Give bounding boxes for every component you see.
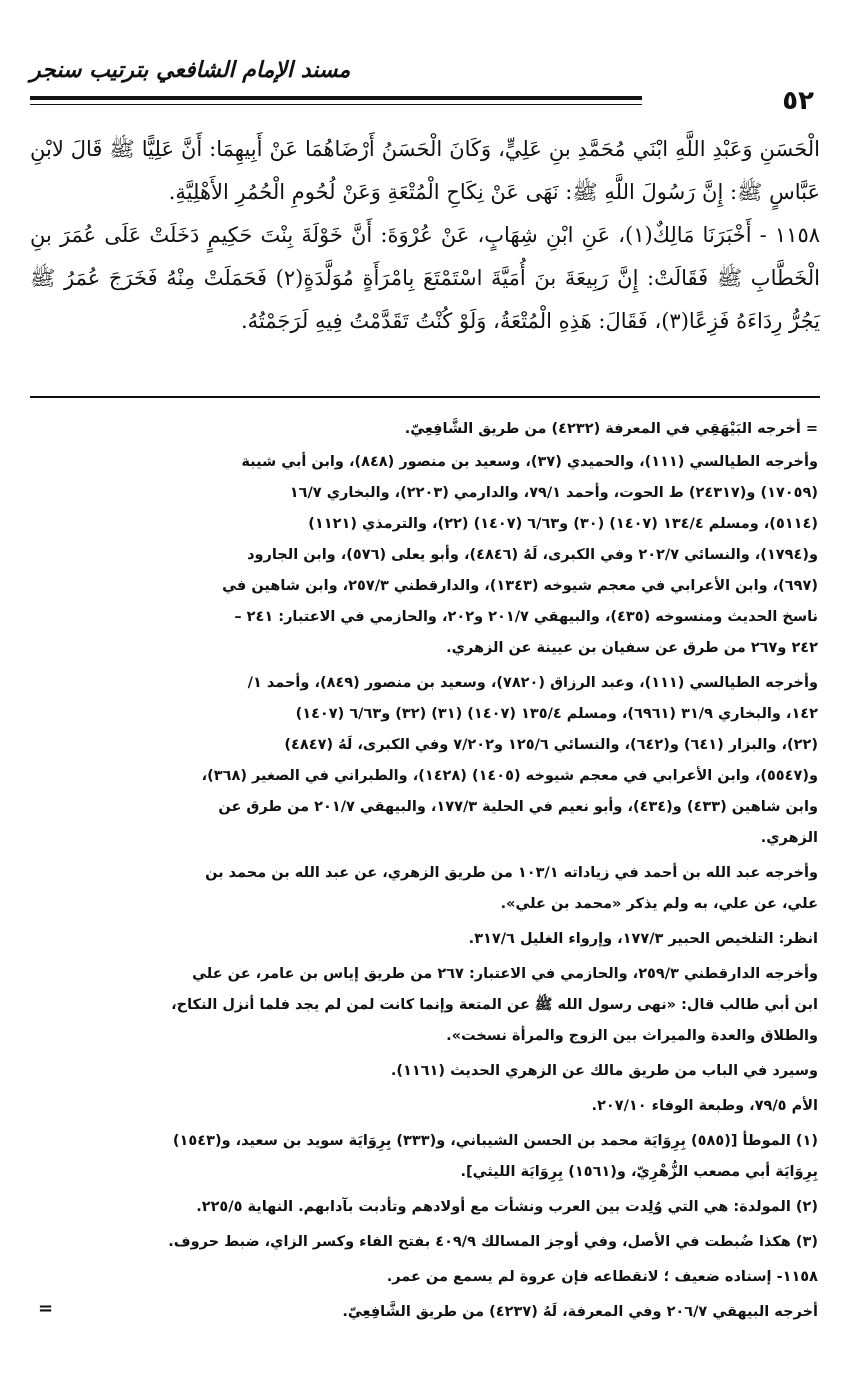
note-line: انظر: التلخيص الحبير ١٧٧/٣، وإرواء الغليل ٣١٧/٦. <box>468 931 818 947</box>
footnote-2 <box>34 1192 818 1223</box>
note-line: و(١٧٩٤)، والنسائي ٢٠٢/٧ وفي الكبرى، لَهُ (٤٨٤٦)، وأبو يعلى (٥٧٦)، وابن الجارود <box>247 547 818 563</box>
note-see-also <box>34 924 818 955</box>
page-header <box>30 58 820 114</box>
note-continuation <box>34 414 818 445</box>
footnote-separator <box>30 396 820 398</box>
note-line: وسيرد في الباب من طريق مالك عن الزهري الحديث (١١٦١). <box>390 1063 818 1079</box>
note-line: أخرجه البيهقي ٢٠٦/٧ وفي المعرفة، لَهُ (٤٢٣٧) من طريق الشَّافِعِيّ. <box>342 1304 818 1320</box>
note-line: ١١٥٨- إسناده ضعيف ؛ لانقطاعه فإن عروة لم يسمع من عمر. <box>386 1269 818 1285</box>
note-line: (١) الموطأ [(٥٨٥) بِرِوَايَة محمد بن الحسن الشيباني، و(٣٣٣) بِرِوَايَة سويد بن سعيد، و(١٥٤٣) <box>172 1133 818 1149</box>
note-takhrij-4 <box>34 959 818 1052</box>
note-line: (٥١١٤)، ومسلم ١٣٤/٤ (١٤٠٧) (٣٠) و٦/٦٣ (١٤٠٧) (٢٢)، والترمذي (١١٢١) <box>308 516 818 532</box>
note-line: وابن شاهين (٤٣٣) و(٤٣٤)، وأبو نعيم في الحلية ١٧٧/٣، والبيهقي ٢٠١/٧ من طرق عن <box>218 799 818 815</box>
hadith-1158: ١١٥٨ - أَخْبَرَنَا مَالِكٌ(١)، عَنِ ابْنِ شِهَابٍ، عَنْ عُرْوَةَ: أَنَّ خَوْلَةَ بِنْتَ حَكِيمٍ دَخَلَتْ عَلَى عُمَرَ بنِ الْخَطَّابِ ﷺ فَقَالَتْ: إِنَّ رَبِيعَةَ بنَ أُمَيَّةَ اسْتَمْتَعَ بِامْرَأَةٍ مُوَلَّدَةٍ(٢) فَحَمَلَتْ مِنْهُ فَخَرَجَ عُمَرُ ﷺ يَجُرُّ رِدَاءَهُ فَزِعًا(٣)، فَقَالَ: هَذِهِ الْمُتْعَةُ، وَلَوْ كُنْتُ تَقَدَّمْتُ فِيهِ لَرَجَمْتُهُ. <box>30 223 821 333</box>
note-line: (٢٢)، والبزار (٦٤١) و(٦٤٢)، والنسائي ١٢٥/٦ و٧/٢٠٢ وفي الكبرى، لَهُ (٤٨٤٧) <box>284 737 818 753</box>
note-umm-ref <box>34 1091 818 1122</box>
note-line: ٢٤٢ و٢٦٧ من طرق عن سفيان بن عيينة عن الزهري. <box>446 640 818 656</box>
note-line: (٢) المولدة: هي التي وُلِدت بين العرب ونشأت مع أولادهم وتأدبت بآدابهم. النهاية ٢٢٥/٥. <box>196 1199 818 1215</box>
note-line: (١٧٠٥٩) و(٢٤٣١٧) ط الحوت، وأحمد ٧٩/١، والدارمي (٢٢٠٣)، والبخاري ١٦/٧ <box>289 485 818 501</box>
main-paragraph: الْحَسَنِ وَعَبْدِ اللَّهِ ابْنَي مُحَمَّدِ بنِ عَلِيٍّ، وَكَانَ الْحَسَنُ أَرْضَاهُمَا عَنْ أَبِيهِمَا: أَنَّ عَلِيًّا ﷺ قَالَ لابْنِ عَبَّاسٍ ﷺ: إِنَّ رَسُولَ اللَّهِ ﷺ: نَهَى عَنْ نِكَاحِ الْمُتْعَةِ وَعَنْ لُحُومِ الْحُمُرِ الأَهْلِيَّةِ. <box>30 137 820 204</box>
note-cross-ref <box>34 1056 818 1087</box>
footnote-3 <box>34 1227 818 1258</box>
note-line: وأخرجه الطيالسي (١١١)، وعبد الرزاق (٧٨٢٠)، وسعيد بن منصور (٨٤٩)، وأحمد ١/ <box>247 675 818 691</box>
note-line: بِرِوَايَة أبي مصعب الزُّهْرِيّ، و(١٥٦١) بِرِوَايَة الليثي]. <box>460 1164 818 1180</box>
continuation-mark: = <box>38 1298 54 1319</box>
note-line: ناسخ الحديث ومنسوخه (٤٣٥)، والبيهقي ٢٠١/٧ و٢٠٢، والحازمي في الاعتبار: ٢٤١ – <box>234 609 818 625</box>
footnotes <box>34 414 818 1332</box>
note-takhrij-1 <box>34 447 818 664</box>
running-title: مسند الإمام الشافعي بترتيب سنجر <box>30 58 351 83</box>
note-line: الزهري. <box>760 830 818 846</box>
note-takhrij-2 <box>34 668 818 854</box>
note-line: وأخرجه عبد الله بن أحمد في زياداته ١٠٣/١ من طريق الزهري، عن عبد الله بن محمد بن <box>205 865 818 881</box>
takhrij-1158 <box>34 1297 818 1328</box>
note-line: ١٤٢، والبخاري ٣١/٩ (٦٩٦١)، ومسلم ١٣٥/٤ (١٤٠٧) (٣١) (٣٢) و٦/٦٣ (١٤٠٧) <box>295 706 818 722</box>
note-line: علي، عن علي، به ولم يذكر «محمد بن علي». <box>500 896 818 912</box>
note-line: وأخرجه الدارقطني ٢٥٩/٣، والحازمي في الاعتبار: ٢٦٧ من طريق إياس بن عامر، عن علي <box>192 966 818 982</box>
header-rule-thick <box>30 96 642 100</box>
note-line: الأم ٧٩/٥، وطبعة الوفاء ٢٠٧/١٠. <box>591 1098 818 1114</box>
note-line: ابن أبي طالب قال: «نهى رسول الله ﷺ عن المتعة وإنما كانت لمن لم يجد فلما أنزل النكاح، <box>171 997 818 1013</box>
note-line: (٦٩٧)، وابن الأعرابي في معجم شيوخه (١٣٤٣)، والدارقطني ٢٥٧/٣، وابن شاهين في <box>222 578 818 594</box>
grading-1158 <box>34 1262 818 1293</box>
main-text <box>30 128 820 343</box>
note-line: والطلاق والعدة والميراث بين الزوج والمرأة نسخت». <box>446 1028 818 1044</box>
note-line: (٣) هكذا ضُبطت في الأصل، وفي أوجز المسالك ٤٠٩/٩ بفتح الفاء وكسر الزاي، ضبط حروف. <box>168 1234 818 1250</box>
footnote-1 <box>34 1126 818 1188</box>
note-line: = أخرجه البَيْهَقِي في المعرفة (٤٢٣٢) من طريق الشَّافِعِيّ. <box>404 421 818 437</box>
note-line: وأخرجه الطيالسي (١١١)، والحميدي (٣٧)، وسعيد بن منصور (٨٤٨)، وابن أبي شيبة <box>241 454 818 470</box>
page-number: ٥٢ <box>782 86 814 116</box>
note-takhrij-3 <box>34 858 818 920</box>
note-line: و(٥٥٤٧)، وابن الأعرابي في معجم شيوخه (١٤٠٥) (١٤٢٨)، والطبراني في الصغير (٣٦٨)، <box>201 768 818 784</box>
header-rule-thin <box>30 104 642 105</box>
